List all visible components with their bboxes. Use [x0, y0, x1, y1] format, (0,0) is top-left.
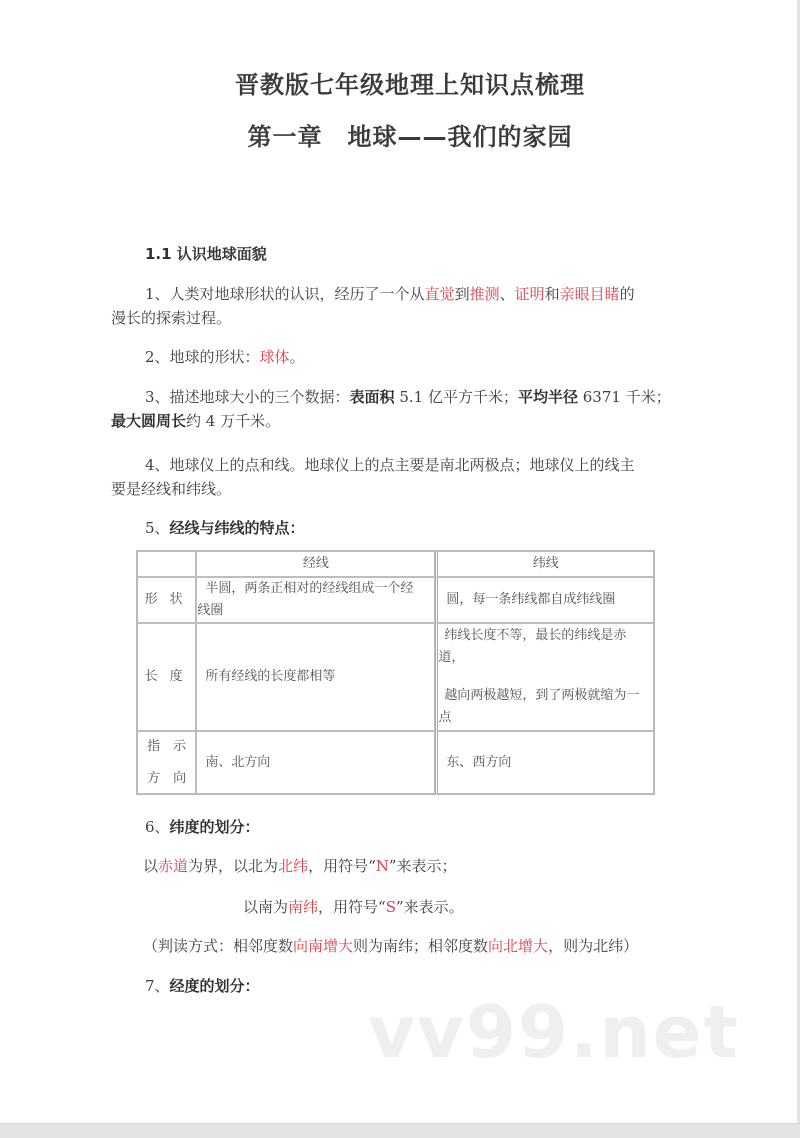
- item-1-line-1: [145, 281, 635, 307]
- value-text: 6371 千米；: [577, 388, 671, 406]
- row-label-line: 方 向: [147, 770, 187, 786]
- bold-term: 最大圆周长: [111, 412, 187, 430]
- table-row: [137, 731, 654, 794]
- meridian-parallel-table: [136, 550, 655, 795]
- text: 则为南纬；相邻度数: [353, 937, 489, 955]
- item-3-text: 3、描述地球大小的三个数据：: [145, 388, 350, 406]
- table-cell: [435, 577, 654, 623]
- item-5-heading: [145, 515, 305, 541]
- page-bottom-edge: [0, 1123, 800, 1138]
- item-1-text: 1、人类对地球形状的认识，经历了一个从: [145, 285, 425, 303]
- table-cell: [435, 731, 654, 794]
- text: ，用符号“: [318, 898, 386, 916]
- highlight-term: 向南增大: [293, 937, 354, 955]
- highlight-term: 推测: [469, 285, 500, 303]
- item-number: 7、: [145, 977, 170, 995]
- bold-term: 表面积: [349, 388, 395, 406]
- highlight-term: 证明: [514, 285, 545, 303]
- bold-term: 平均半径: [517, 388, 578, 406]
- chapter-title: 第一章 地球——我们的家园: [247, 123, 573, 151]
- item-number: 5、: [145, 519, 170, 537]
- text: ，则为北纬）: [548, 937, 639, 955]
- row-label: 形状: [137, 577, 196, 623]
- text: ，用符号“: [308, 857, 376, 875]
- text: 以: [143, 857, 159, 875]
- table-row: [137, 577, 654, 623]
- connector-text: 、: [499, 285, 515, 303]
- watermark: vv99.net: [368, 990, 740, 1074]
- cell-line: 纬线长度不等，最长的纬线是赤: [444, 628, 627, 643]
- item-4-line-1: 4、地球仪上的点和线。地球仪上的点主要是南北两极点；地球仪上的线主: [145, 456, 635, 474]
- cell-line: 所有经线的长度都相等: [205, 669, 336, 684]
- cell-line: 点: [438, 710, 452, 725]
- item-label: 纬度的划分：: [169, 818, 260, 836]
- highlight-term: 球体: [259, 348, 290, 366]
- highlight-term: 南纬: [288, 898, 319, 916]
- cell-line: 道，: [438, 650, 465, 665]
- latitude-line-2: [243, 894, 464, 920]
- row-label: 长度: [137, 623, 196, 731]
- row-label-line: 指 示: [147, 738, 187, 754]
- item-label: 经线与纬线的特点：: [169, 519, 305, 537]
- text: ”来表示；: [388, 857, 457, 875]
- latitude-line-1: [143, 853, 457, 879]
- table-cell: [196, 731, 435, 794]
- cell-line: 南、北方向: [205, 754, 271, 770]
- row-label: [137, 731, 196, 794]
- connector-text: 到: [454, 285, 470, 303]
- cell-line: 越向两极越短，到了两极就缩为一: [444, 688, 640, 703]
- text: （判读方式：相邻度数: [143, 937, 294, 955]
- table-cell: [196, 623, 435, 731]
- table-cell: [196, 577, 435, 623]
- item-6-heading: [145, 814, 260, 840]
- highlight-term: 北纬: [278, 857, 309, 875]
- cell-line: 东、西方向: [446, 754, 512, 770]
- highlight-symbol: S: [385, 898, 396, 916]
- value-text: 5.1 亿平方千米；: [394, 388, 518, 406]
- item-7-heading: [145, 973, 260, 999]
- highlight-term: 亲眼目睹: [559, 285, 620, 303]
- item-1-line-2: 漫长的探索过程。: [111, 309, 232, 327]
- table-header-cell: [137, 551, 196, 577]
- table-row: [137, 623, 654, 731]
- cell-line: 线圈: [197, 603, 224, 618]
- item-2-text: 2、地球的形状：: [145, 348, 260, 366]
- table-header-cell: 纬线: [435, 551, 654, 577]
- item-3-line-1: [145, 384, 671, 410]
- item-label: 经度的划分：: [169, 977, 260, 995]
- highlight-term: 直觉: [424, 285, 455, 303]
- highlight-term: 向北增大: [488, 937, 549, 955]
- latitude-judgement-note: [143, 933, 638, 959]
- table-cell: [435, 623, 654, 731]
- cell-line: 圆，每一条纬线都自成纬线圈: [446, 592, 616, 607]
- text: 为界，以北为: [188, 857, 279, 875]
- item-4-line-2: 要是经线和纬线。: [111, 480, 232, 498]
- table-header-cell: 经线: [196, 551, 435, 577]
- value-text: 约 4 万千米。: [186, 412, 281, 430]
- table-header-row: [137, 551, 654, 577]
- connector-text: 的: [619, 285, 635, 303]
- item-2: [145, 344, 305, 370]
- section-heading: 1.1 认识地球面貌: [145, 245, 267, 263]
- document-title: 晋教版七年级地理上知识点梳理: [235, 71, 585, 99]
- highlight-symbol: N: [375, 857, 389, 875]
- cell-line: 半圆，两条正相对的经线组成一个经: [205, 581, 414, 596]
- punctuation: 。: [289, 348, 305, 366]
- item-3-line-2: [111, 408, 280, 434]
- highlight-term: 赤道: [158, 857, 189, 875]
- text: 以南为: [243, 898, 289, 916]
- text: ”来表示。: [395, 898, 464, 916]
- item-number: 6、: [145, 818, 170, 836]
- connector-text: 和: [544, 285, 560, 303]
